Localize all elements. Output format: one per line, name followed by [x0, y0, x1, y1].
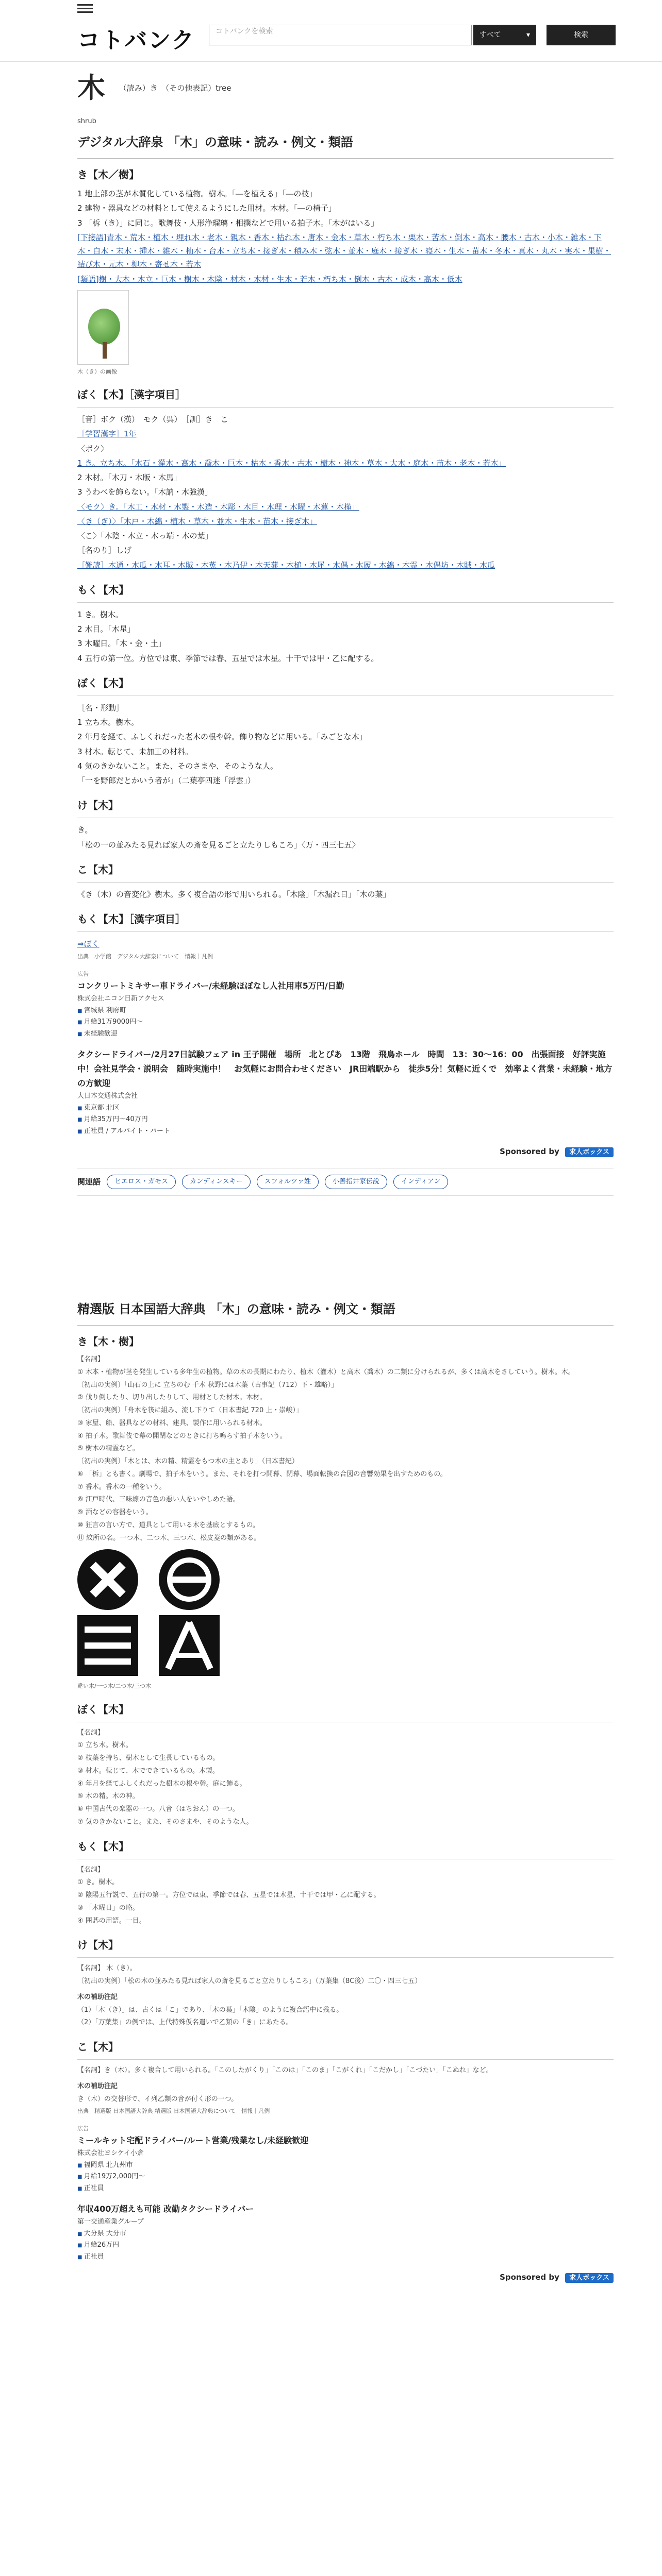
entry-title: こ【木】 [77, 861, 614, 883]
tree-image[interactable] [77, 290, 129, 365]
entry-line: ③ 家屋、船、器具などの材料、建具、製作に用いられる材木。 [77, 1419, 267, 1427]
word-header [77, 64, 614, 127]
entry-line: ④ 拍子木。歌舞伎で幕の開閉などのときに打ち鳴らす拍子木をいう。 [77, 1432, 287, 1440]
ad-company: 株式会社ヨシケイ小倉 [77, 2149, 144, 2157]
entry-line: ② 枝葉を持ち、樹木として生長しているもの。 [77, 1754, 220, 1762]
entry-line: ⑦ 気のきかないこと。また、そのさまや、そのような人。 [77, 1818, 253, 1826]
entry-line: ① 立ち木。樹木。 [77, 1741, 133, 1750]
entry-line: 4 五行の第一位。方位では東、季節では春、五星では木星。十干では甲・乙に配する。 [77, 653, 379, 663]
related-tag[interactable]: カンディンスキー [182, 1175, 251, 1190]
crest-mitsu-icon[interactable] [77, 1615, 138, 1676]
related-tag[interactable]: スフォルツァ姓 [257, 1175, 319, 1190]
entry-line: ② 伐り倒したり、切り出したりして、用材とした材木。木材。 [77, 1394, 267, 1402]
entry-line: 2 木材。「木刀・木版・木馬」 [77, 473, 181, 482]
supplement-title: 木の補助注記 [77, 1993, 118, 2001]
entry-line: 〔初出の実例〕「松の木の並みたる見れば家人の斎を見るごと立たりしもころ」（万葉集（8C後）二〇・四三七五） [77, 1977, 422, 1985]
ad-row: ■ 東京都 北区 [77, 1103, 614, 1114]
image-caption: 木（き）の画像 [77, 368, 117, 375]
entry-line: 〈こ〉「木陰・木立・木っ端・木の葉」 [77, 531, 213, 540]
entry-line: き。 [77, 825, 93, 835]
entry-line: ⑧ 江戸時代、三味線の音色の悪い人をいやしめた語。 [77, 1496, 240, 1504]
entry-line: ③ 「木曜日」の略。 [77, 1904, 139, 1912]
entry-line: 1 き。樹木。 [77, 609, 123, 619]
job-ad[interactable] [77, 2124, 614, 2195]
job-ad[interactable] [77, 969, 614, 1040]
ad-row: ■ 福岡県 北九州市 [77, 2160, 614, 2172]
search-input[interactable]: コトバンクを検索 [209, 25, 472, 45]
entry-line: 【名詞】き（木）。多く複合して用いられる。「このしたがくり」「このは」「このま」「こがくれ」「こだかし」「こづたい」「こぬれ」など。 [77, 2066, 493, 2074]
entry-body [77, 187, 614, 286]
entry-line: 4 気のきかないこと。また、そのさまや、そのような人。 [77, 761, 278, 771]
ad-row: ■ 月給35万円～40万円 [77, 1114, 614, 1126]
entry-line: 【名詞】 [77, 1728, 105, 1737]
sponsor-badge[interactable]: 求人ボックス [565, 1147, 614, 1157]
crest-images [77, 1549, 614, 1610]
entry-title: もく【木】 [77, 1838, 614, 1859]
crest-chigai-icon[interactable] [77, 1549, 138, 1610]
ad-row: ■ 未経験歓迎 [77, 1028, 614, 1040]
menu-icon[interactable] [77, 2, 93, 13]
supplement-note [77, 1992, 614, 2029]
entry-line: 〔初出の実例〕「舟木を筏に組み、流し下りて（日本書紀 720 上・崇峻）」 [77, 1406, 303, 1414]
chevron-down-icon: ▾ [526, 31, 530, 39]
entry-title: き【木／樹】 [77, 168, 139, 181]
entry-title: もく【木】 [77, 581, 614, 603]
ad-row: ■ 月給19万2,000円～ [77, 2171, 614, 2183]
entry-line: ⑤ 樹木の精霊など。 [77, 1445, 139, 1453]
search-scope-select[interactable] [473, 25, 536, 45]
entry-title: ぼく【木】［漢字項目］ [77, 386, 614, 408]
entry-line: ⑦ 香木。香木の一種をいう。 [77, 1483, 166, 1491]
entry-line: 【名詞】 [77, 1355, 105, 1363]
entry-body [77, 701, 614, 788]
entry-line: 2 建物・器具などの材料として使えるようにした用材。木材。「―の椅子」 [77, 204, 336, 213]
crest-futatsu-icon[interactable] [159, 1615, 220, 1676]
entry-line: ④ 囲碁の用語。一目。 [77, 1917, 146, 1925]
ad-row: ■ 月給26万円 [77, 2240, 614, 2251]
sponsor-label: Sponsored by [500, 1146, 559, 1156]
entry-line: 「一を野郎だとかいう者が」（二葉亭四迷「浮雲」） [77, 776, 256, 785]
source-note: 出典 精選版 日本国語大辞典 精選版 日本国語大辞典について 情報｜凡例 [77, 2108, 270, 2115]
entry-title: ぼく【木】 [77, 674, 614, 696]
entry-title: ぼく【木】 [77, 1701, 614, 1722]
entry-body [77, 1354, 614, 1544]
entry-line: ③ 材木。転じて、木でできているもの。木製。 [77, 1767, 220, 1775]
related-tag[interactable]: ヒエロス・ガモス [107, 1175, 176, 1190]
ad-company: 大日本交通株式会社 [77, 1092, 138, 1100]
job-ad[interactable] [77, 1047, 614, 1138]
entry-line: 1 立ち木。樹木。 [77, 718, 139, 727]
related-terms [77, 1168, 614, 1196]
entry-line[interactable]: 〈モク〉き。「木工・木材・木製・木造・木彫・木目・木理・木曜・木蓮・木槿」 [77, 502, 359, 512]
entry-line: ［音］ボク（漢） モク（呉） ［訓］き こ [77, 415, 228, 424]
tree-trunk [103, 342, 107, 359]
entry-line: 3 木曜日。「木・金・土」 [77, 639, 166, 649]
entry-body [77, 937, 614, 962]
entry-title: け【木】 [77, 796, 614, 818]
related-tag[interactable]: 小善指井家伝説 [325, 1175, 387, 1190]
entry-line: ［名のり］しげ [77, 546, 132, 555]
entry-line: 2 年月を経て、ふしくれだった老木の根や幹。飾り物などに用いる。「みごとな木」 [77, 732, 367, 742]
entry-body [77, 413, 614, 572]
entry-title: け【木】 [77, 1936, 614, 1958]
entry-line: ① き。樹木。 [77, 1878, 119, 1887]
crest-caption: 違い木/一つ木/二つ木/三つ木 [77, 1683, 152, 1690]
source-note: 出典 小学館 デジタル大辞泉について 情報｜凡例 [77, 953, 213, 960]
entry-body [77, 1865, 614, 1927]
entry-line: 【名詞】 [77, 1866, 105, 1874]
entry-line: ② 陰陽五行説で、五行の第一。方位では東、季節では春、五星では木星、十干では甲・乙に配する。 [77, 1891, 380, 1899]
entry-line: （1）「木（き）」は、古くは「こ」であり、「木の葉」「木陰」のように複合語中に残る。 [77, 2006, 343, 2014]
sponsored-by [77, 1145, 614, 1159]
entry-line[interactable]: ［学習漢字］1年 [77, 429, 137, 439]
word-title: 木 [77, 72, 105, 104]
entry-line: 〔初出の実例〕「山石の上に 立ちのむ 千木 秋野には木葉（古事記（712）下・雄略）」 [77, 1381, 338, 1389]
entry-line: ④ 年月を経てふしくれだった樹木の根や幹。庭に飾る。 [77, 1780, 246, 1788]
entry-line[interactable]: ［難読］木通・木瓜・木耳・木賊・木菟・木乃伊・木天蓼・木槌・木犀・木偶・木履・木綿・木霊・木偶坊・木賊・木瓜 [77, 560, 495, 570]
ad-row: ■ 正社員 [77, 2251, 614, 2263]
daijisen-section [77, 131, 614, 1196]
ad-headline[interactable]: コンクリートミキサー車ドライバー/未経験ほぼなし人社用車5万円/日勤 [77, 980, 344, 991]
seisen-section [77, 1298, 614, 2284]
site-logo[interactable]: コトバンク [77, 27, 195, 54]
entry-line: 〈ボク〉 [77, 444, 109, 453]
entry-line: ⑥ 「柝」とも書く。劇場で、拍子木をいう。また、それを打つ開幕、閉幕、場面転換の合図の音響効果を出すためのもの。 [77, 1470, 447, 1478]
entry-line: ［名・形動］ [77, 703, 124, 713]
search-button[interactable]: 検索 [547, 25, 616, 45]
entry-line: ⑤ 木の精。木の神。 [77, 1792, 139, 1801]
entry-title: もく【木】［漢字項目］ [77, 910, 614, 932]
crest-images [77, 1615, 614, 1676]
ad-headline[interactable]: 年収400万超えも可能 改勤タクシードライバー [77, 2204, 254, 2214]
entry-line: 1 地上部の茎が木質化している植物。樹木。「―を植える」「―の枝」 [77, 189, 317, 198]
entry-body [77, 2065, 614, 2077]
entry-line: 3 「柝（き）」に同じ。歌舞伎・人形浄瑠璃・相撲などで用いる拍子木。「木がはいる」 [77, 218, 379, 228]
tree-crown [88, 309, 120, 345]
entry-title: こ【木】 [77, 2038, 614, 2060]
entry-line: 〔初出の実例〕「木とは、木の精、精霊をもつ木の主とあり」（日本書紀） [77, 1458, 299, 1465]
word-romanized: shrub [77, 117, 96, 125]
entry-line: 3 材木。転じて、未加工の材料。 [77, 747, 193, 756]
supplement-title: 木の補助注記 [77, 2082, 118, 2090]
ad-label: 広告 [77, 2125, 89, 2132]
entry-line: ⑩ 狂言の言い方で、道具として用いる木を基底とするもの。 [77, 1521, 260, 1529]
ad-row: ■ 宮城県 利府町 [77, 1005, 614, 1017]
entry-line[interactable]: ⇒ぼく [77, 939, 100, 948]
ad-company: 第一交通産業グループ [77, 2217, 144, 2226]
entry-body [77, 888, 614, 901]
ad-headline[interactable]: タクシードライバー/2月27日試験フェア in 王子開催 場所 北とぴあ 13階 飛鳥ホール 時間 13：30～16：00 出張面接 好評実施中！会社見学会・説明会 随時実施中！ お気軽にお問合わせください JR田端駅から 徒歩5分！気軽に近くで 効率よく営業・未経験・地方の方歓迎 [77, 1049, 613, 1088]
sponsored-by [77, 2270, 614, 2284]
entry-body [77, 823, 614, 852]
related-tag[interactable]: インディアン [393, 1175, 448, 1190]
ad-row: ■ 月給31万9000円～ [77, 1016, 614, 1028]
entry-line: 【名詞】 木（き）。 [77, 1964, 137, 1973]
entry-line: ⑨ 酒などの容器をいう。 [77, 1509, 153, 1516]
section-title: デジタル大辞泉 「木」の意味・読み・例文・類語 [77, 131, 614, 159]
entry-body [77, 1963, 614, 1988]
section-title: 精選版 日本国語大辞典 「木」の意味・読み・例文・類語 [77, 1298, 614, 1326]
ad-headline[interactable]: ミールキット宅配ドライバー/ルート営業/残業なし/未経験歓迎 [77, 2135, 309, 2145]
entry-line: 「松の一の並みたる見れば家人の斎を見るごと立たりしもころ」〈万・四三七五〉 [77, 840, 360, 850]
ad-row: ■ 大分県 大分市 [77, 2228, 614, 2240]
entry-line[interactable]: 1 き。立ち木。「木石・灌木・高木・喬木・巨木・枯木・香木・古木・樹木・神木・草木・大木・庭木・苗木・老木・若木」 [77, 458, 506, 468]
ad-row: ■ 正社員 / アルバイト・パート [77, 1126, 614, 1138]
site-header [0, 0, 662, 62]
ad-label: 広告 [77, 970, 89, 977]
ad-row: ■ 正社員 [77, 2183, 614, 2195]
entry-line: き（木）の交替形で、イ列乙類の音が付く形の一つ。 [77, 2095, 238, 2103]
entry-line: ⑪ 紋所の名。一つ木、二つ木、三つ木、松皮菱の類がある。 [77, 1534, 261, 1542]
sponsor-badge[interactable]: 求人ボックス [565, 2273, 614, 2283]
entry-title: き【木・樹】 [77, 1335, 139, 1348]
entry-line: 3 うわべを飾らない。「木訥・木強漢」 [77, 487, 212, 497]
entry-line: 《き（木）の音変化》樹木。多く複合語の形で用いられる。「木陰」「木漏れ日」「木の葉」 [77, 889, 391, 899]
entry-line: ① 木本・植物が茎を発生している多年生の植物。草の木の長期にわたり、植木（灌木）と高木（喬木）の二類に分けられるが、多くは高木をさしていう。樹木。木。 [77, 1368, 575, 1376]
entry-body [77, 608, 614, 665]
entry-line: （2）「万葉集」の例では、上代特殊仮名遣いで乙類の「き」にあたる。 [77, 2019, 293, 2027]
entry-body [77, 1727, 614, 1828]
job-ad[interactable] [77, 2202, 614, 2263]
entry-line: 2 木目。「木星」 [77, 624, 135, 634]
entry-line[interactable]: [下接語]青木・荒木・植木・埋れ木・老木・親木・香木・枯れ木・唐木・金木・草木・朽ち木・栗木・苦木・倒木・高木・腰木・古木・小木・雑木・下木・白木・末木・挿木・雑木・杣木・台木・立ち木・接ぎ木・積み木・弦木・並木・庭木・接ぎ木・寝木・生木・苗木・冬木・真木・丸木・実木・果樹・結び木・元木・柳木・寄せ木・若木 [77, 232, 611, 269]
entry-line[interactable]: [類語]樹・大木・木立・巨木・樹木・木陰・材木・木材・生木・若木・朽ち木・倒木・古木・成木・高木・低木 [77, 274, 462, 284]
search-scope-label: すべて [479, 31, 501, 39]
entry-line: ⑥ 中国古代の楽器の一つ。八音（はちおん）の一つ。 [77, 1805, 239, 1813]
word-reading: （読み）き （その他表記）tree [119, 83, 231, 93]
sponsor-label: Sponsored by [500, 2272, 559, 2282]
crest-hitotsu-icon[interactable] [159, 1549, 220, 1610]
supplement-note [77, 2081, 614, 2116]
entry-line[interactable]: 〈き（ぎ）〉「木戸・木綿・植木・草木・並木・生木・苗木・接ぎ木」 [77, 516, 318, 526]
ad-company: 株式会社ニコン日新アクセス [77, 994, 164, 1003]
related-label: 関連語 [77, 1177, 101, 1187]
